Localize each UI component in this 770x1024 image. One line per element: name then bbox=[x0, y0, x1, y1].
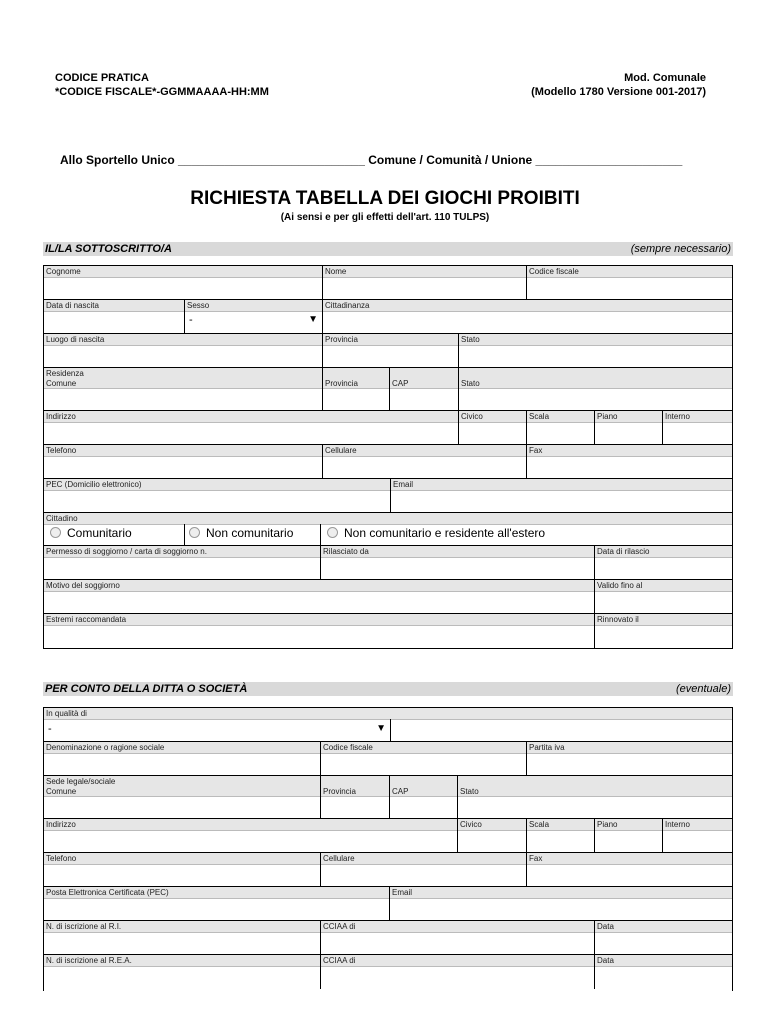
row-motivo bbox=[44, 580, 732, 614]
field-piano-ditta[interactable]: Piano bbox=[594, 819, 662, 852]
field-telefono-ditta[interactable]: Telefono bbox=[46, 854, 77, 863]
field-cittadinanza[interactable]: Cittadinanza bbox=[322, 300, 732, 333]
field-interno-ditta[interactable]: Interno bbox=[662, 819, 732, 852]
field-nome[interactable]: Nome bbox=[322, 266, 526, 299]
field-stato-res[interactable]: Stato bbox=[458, 368, 732, 410]
row-qualita bbox=[44, 708, 732, 742]
field-provincia-res[interactable]: Provincia bbox=[322, 368, 389, 410]
radio-non-comunitario[interactable]: Non comunitario bbox=[184, 524, 320, 545]
field-cap[interactable]: CAP bbox=[389, 368, 458, 410]
form-sottoscritto bbox=[43, 265, 733, 649]
field-stato-ditta[interactable]: Stato bbox=[457, 776, 732, 818]
radio-circle-icon bbox=[189, 527, 200, 538]
field-fax-ditta[interactable]: Fax bbox=[526, 853, 732, 886]
field-telefono[interactable]: Telefono bbox=[46, 446, 77, 455]
field-provincia[interactable]: Provincia bbox=[322, 334, 458, 367]
field-codice-fiscale[interactable]: Codice fiscale bbox=[526, 266, 732, 299]
form-ditta bbox=[43, 707, 733, 991]
page-title: RICHIESTA TABELLA DEI GIOCHI PROIBITI bbox=[190, 188, 580, 209]
field-qualita-altro[interactable] bbox=[390, 719, 732, 741]
field-comune[interactable]: Comune bbox=[46, 379, 77, 388]
row-telefono bbox=[44, 445, 732, 479]
field-data-rea[interactable]: Data bbox=[594, 955, 732, 989]
row-cittadino bbox=[44, 513, 732, 546]
header-left bbox=[55, 71, 269, 99]
codice-fiscale-pattern: *CODICE FISCALE*-GGMMAAAA-HH:MM bbox=[55, 86, 269, 98]
field-rinnovato[interactable]: Rinnovato il bbox=[594, 614, 732, 648]
field-provincia-ditta[interactable]: Provincia bbox=[320, 776, 389, 818]
section-note: (eventuale) bbox=[675, 683, 731, 695]
field-data-rilascio[interactable]: Data di rilascio bbox=[594, 546, 732, 579]
row-sede bbox=[44, 776, 732, 819]
section-sottoscritto-header bbox=[43, 242, 733, 256]
row-residenza bbox=[44, 368, 732, 411]
row-telefono-ditta bbox=[44, 853, 732, 887]
dropdown-arrow-icon: ▼ bbox=[308, 314, 318, 325]
field-scala-ditta[interactable]: Scala bbox=[526, 819, 594, 852]
field-motivo[interactable]: Motivo del soggiorno bbox=[46, 581, 120, 590]
codice-pratica: CODICE PRATICA bbox=[55, 72, 149, 84]
field-indirizzo[interactable]: Indirizzo bbox=[46, 412, 76, 421]
field-cellulare[interactable]: Cellulare bbox=[322, 445, 526, 478]
cittadino-label: Cittadino bbox=[46, 514, 78, 523]
field-piano[interactable]: Piano bbox=[594, 411, 662, 444]
row-nascita bbox=[44, 300, 732, 334]
row-estremi bbox=[44, 614, 732, 648]
field-permesso[interactable]: Permesso di soggiorno / carta di soggiorno n. bbox=[46, 547, 207, 556]
field-data-ri[interactable]: Data bbox=[594, 921, 732, 954]
row-cognome bbox=[44, 266, 732, 300]
radio-circle-icon bbox=[50, 527, 61, 538]
dropdown-arrow-icon: ▼ bbox=[376, 723, 386, 734]
row-pec bbox=[44, 479, 732, 513]
field-data-nascita[interactable]: Data di nascita bbox=[46, 301, 99, 310]
field-cciaa-rea[interactable]: CCIAA di bbox=[320, 955, 594, 989]
section-ditta-header bbox=[43, 682, 733, 696]
field-email-ditta[interactable]: Email bbox=[389, 887, 732, 920]
field-codice-fiscale-ditta[interactable]: Codice fiscale bbox=[320, 742, 526, 775]
field-scala[interactable]: Scala bbox=[526, 411, 594, 444]
qualita-label: In qualità di bbox=[46, 709, 87, 718]
row-pec-ditta bbox=[44, 887, 732, 921]
field-denominazione[interactable]: Denominazione o ragione sociale bbox=[46, 743, 165, 752]
field-luogo-nascita[interactable]: Luogo di nascita bbox=[46, 335, 105, 344]
field-pec[interactable]: PEC (Domicilio elettronico) bbox=[46, 480, 142, 489]
field-ri[interactable]: N. di iscrizione al R.I. bbox=[46, 922, 122, 931]
radio-comunitario[interactable]: Comunitario bbox=[44, 524, 184, 545]
radio-non-comunitario-estero[interactable]: Non comunitario e residente all'estero bbox=[320, 524, 732, 545]
field-indirizzo-ditta[interactable]: Indirizzo bbox=[46, 820, 76, 829]
radio-circle-icon bbox=[327, 527, 338, 538]
field-email[interactable]: Email bbox=[390, 479, 732, 512]
field-civico-ditta[interactable]: Civico bbox=[457, 819, 526, 852]
row-ri bbox=[44, 921, 732, 955]
field-rea[interactable]: N. di iscrizione al R.E.A. bbox=[46, 956, 132, 965]
field-cellulare-ditta[interactable]: Cellulare bbox=[320, 853, 526, 886]
section-title: IL/LA SOTTOSCRITTO/A bbox=[45, 243, 172, 255]
sede-label: Sede legale/sociale bbox=[46, 777, 116, 786]
field-valido[interactable]: Valido fino al bbox=[594, 580, 732, 613]
section-note: (sempre necessario) bbox=[630, 243, 731, 255]
sesso-select[interactable]: - ▼ bbox=[189, 314, 318, 326]
field-estremi[interactable]: Estremi raccomandata bbox=[46, 615, 127, 624]
residenza-label: Residenza bbox=[46, 369, 84, 378]
field-cognome[interactable]: Cognome bbox=[46, 267, 81, 276]
row-indirizzo bbox=[44, 411, 732, 445]
section-title: PER CONTO DELLA DITTA O SOCIETÀ bbox=[45, 683, 248, 695]
row-indirizzo-ditta bbox=[44, 819, 732, 853]
header-right bbox=[531, 71, 706, 99]
row-luogo bbox=[44, 334, 732, 368]
row-rea bbox=[44, 955, 732, 989]
field-partita-iva[interactable]: Partita iva bbox=[526, 742, 732, 775]
field-cap-ditta[interactable]: CAP bbox=[389, 776, 457, 818]
field-fax[interactable]: Fax bbox=[526, 445, 732, 478]
qualita-select[interactable]: - ▼ bbox=[48, 723, 386, 735]
page-subtitle: (Ai sensi e per gli effetti dell'art. 110 TULPS) bbox=[280, 212, 490, 223]
field-cciaa-ri[interactable]: CCIAA di bbox=[320, 921, 594, 954]
row-denominazione bbox=[44, 742, 732, 776]
mod-comunale: Mod. Comunale bbox=[624, 72, 706, 84]
field-rilasciato-da[interactable]: Rilasciato da bbox=[320, 546, 594, 579]
modello-versione: (Modello 1780 Versione 001-2017) bbox=[531, 86, 706, 98]
field-sesso[interactable]: Sesso - ▼ bbox=[184, 300, 322, 333]
field-stato[interactable]: Stato bbox=[458, 334, 732, 367]
sportello-line: Allo Sportello Unico ____________________________ Comune / Comunità / Unione ______________________ bbox=[60, 153, 683, 167]
field-pec-ditta[interactable]: Posta Elettronica Certificata (PEC) bbox=[46, 888, 169, 897]
field-interno[interactable]: Interno bbox=[662, 411, 732, 444]
row-permesso bbox=[44, 546, 732, 580]
field-comune-ditta[interactable]: Comune bbox=[46, 787, 77, 796]
field-civico[interactable]: Civico bbox=[458, 411, 526, 444]
